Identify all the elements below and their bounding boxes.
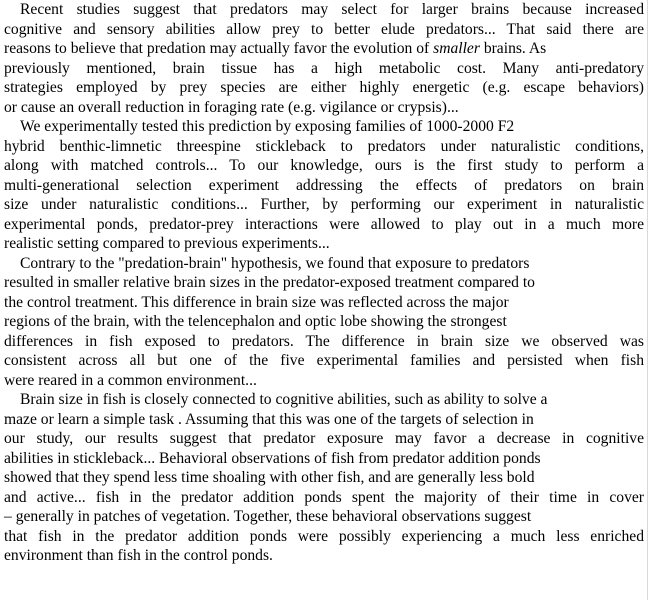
text-line: Recent studies suggest that predators may select for larger brains because increased [20,1,644,18]
text-line: realistic setting compared to previous experiments... [4,235,330,252]
text-line: environment than fish in the control ponds. [4,547,273,564]
emphasized-word: smaller [433,40,480,57]
text-line: or cause an overall reduction in foraging rate (e.g. vigilance or crypsis)... [4,98,459,116]
document-text [4,0,644,566]
paragraph-1 [4,0,644,117]
text-line: cognitive and sensory abilities allow prey to better elude predators... That said there are [4,20,644,38]
text-line: hybrid benthic-limnetic threespine stickleback to predators under naturalistic conditions, [4,137,644,155]
text-line: abilities in stickleback... Behavioral observations of fish from predator addition ponds [4,449,541,467]
text-line: along with matched controls... To our knowledge, ours is the first study to perform a [4,157,644,174]
paragraph-3 [4,254,644,391]
text-line: – generally in patches of vegetation. Together, these behavioral observations suggest [4,508,532,525]
text-line: resulted in smaller relative brain sizes in the predator-exposed treatment compared to [4,274,535,291]
text-line: were reared in a common environment... [4,371,257,389]
text-line: regions of the brain, with the telencephalon and optic lobe showing the strongest [4,313,507,330]
text-line: that fish in the predator addition ponds were possibly experiencing a much less enriched [4,527,644,545]
text-line: our study, our results suggest that predator exposure may favor a decrease in cognitive [4,430,644,447]
text-line: multi-generational selection experiment addressing the effects of predators on brain [4,176,644,194]
text-line: We experimentally tested this prediction by exposing families of 1000-2000 F2 [20,118,515,135]
text-line: experimental ponds, predator-prey interactions were allowed to play out in a much more [4,215,644,233]
text-line: showed that they spend less time shoaling with other fish, and are generally less bold [4,469,535,486]
text-line: and active... fish in the predator addition ponds spent the majority of their time in cover [4,488,644,506]
text-line: strategies employed by prey species are either highly energetic (e.g. escape behaviors) [4,79,644,96]
paragraph-2 [4,117,644,254]
page-edge-divider [647,0,648,600]
text-segment: brains. As [479,40,547,57]
text-line: maze or learn a simple task . Assuming that this was one of the targets of selection in [4,410,534,428]
text-line: previously mentioned, brain tissue has a high metabolic cost. Many anti-predatory [4,59,644,77]
text-segment: reasons to believe that predation may actually favor the evolution of [4,40,430,57]
text-line: Brain size in fish is closely connected to cognitive abilities, such as ability to solve a [20,391,548,408]
text-line: the control treatment. This difference in brain size was reflected across the major [4,293,509,311]
paragraph-4 [4,390,644,566]
text-line: consistent across all but one of the five experimental families and persisted when fish [4,352,644,369]
text-line: differences in fish exposed to predators. The difference in brain size we observed was [4,332,644,350]
text-line [4,39,644,59]
text-line: size under naturalistic conditions... Further, by performing our experiment in naturalistic [4,196,644,213]
text-line: Contrary to the "predation-brain" hypothesis, we found that exposure to predators [20,254,530,272]
